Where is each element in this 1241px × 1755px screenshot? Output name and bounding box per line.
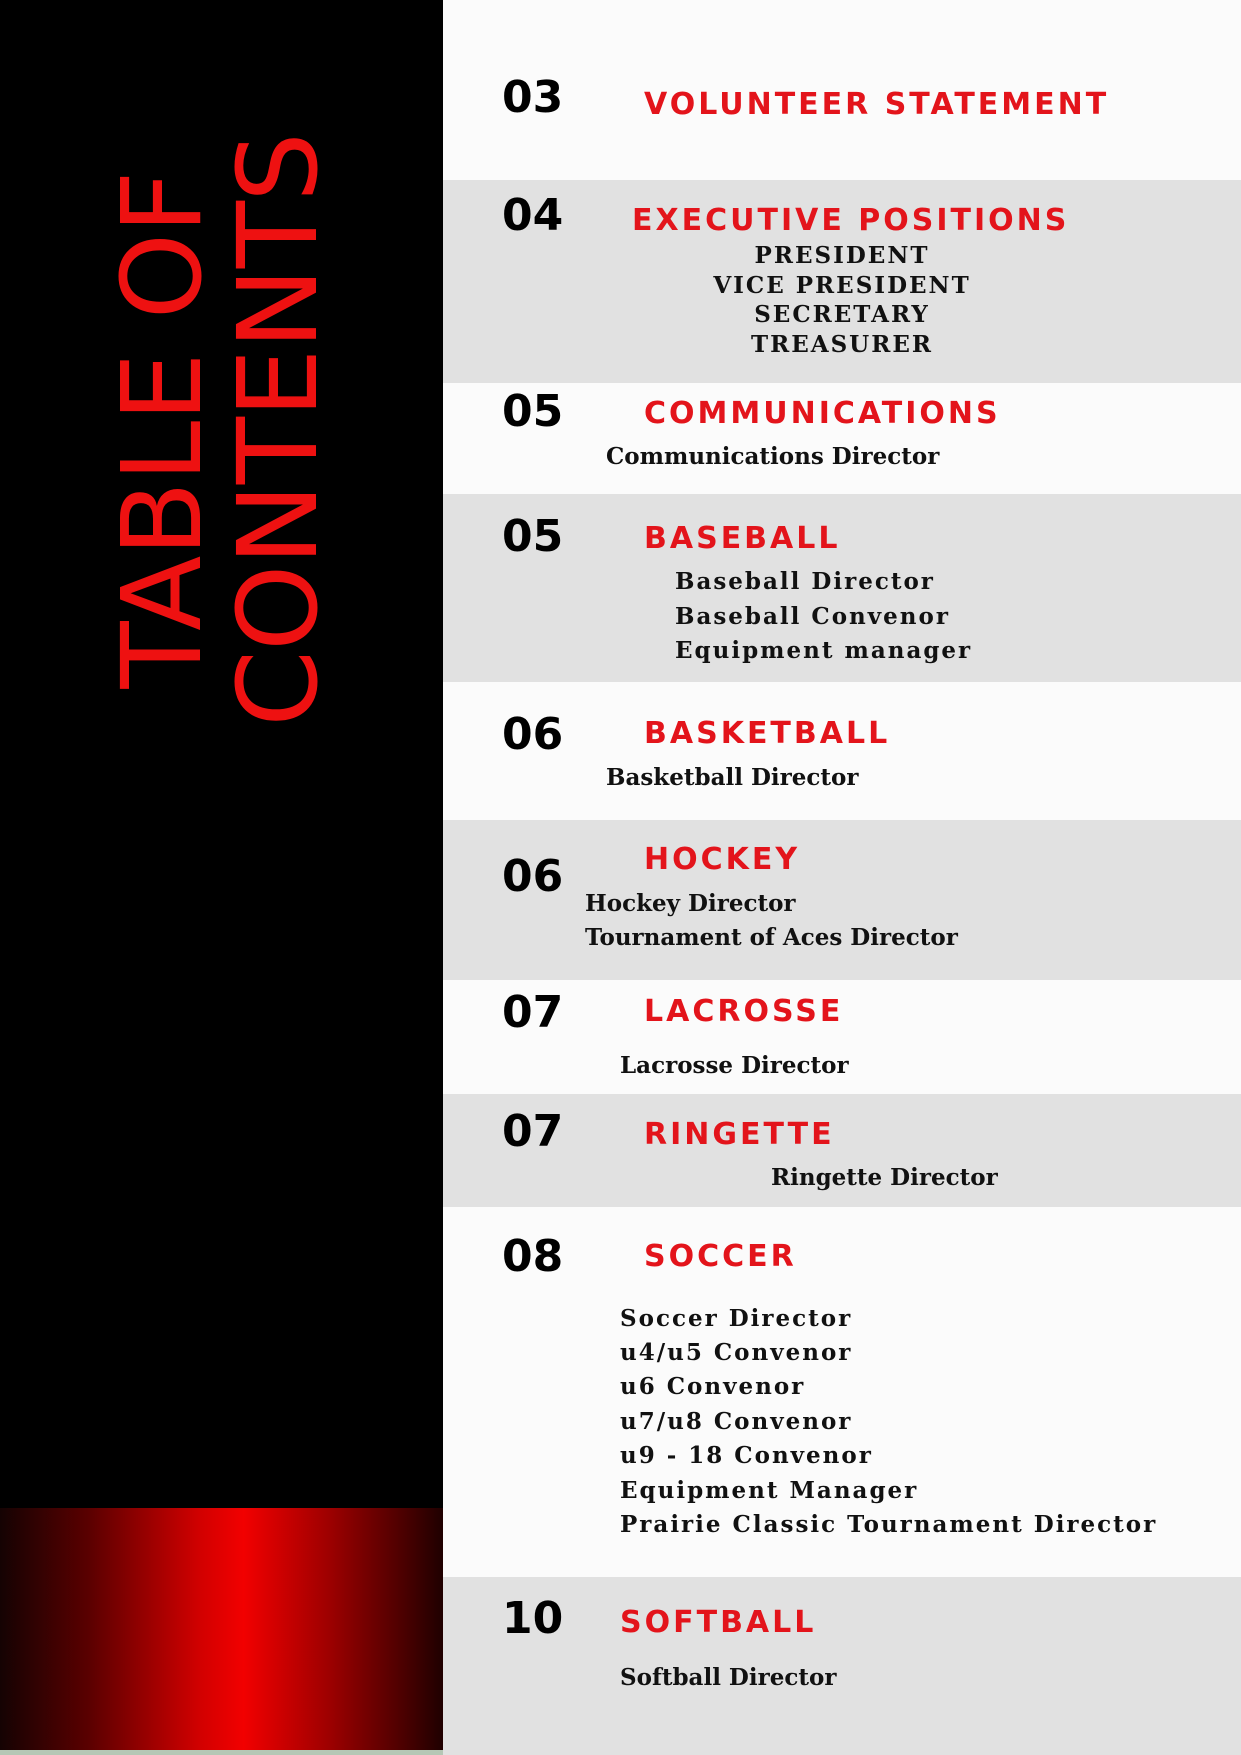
toc-subitem: Soccer Director [620, 1305, 853, 1332]
toc-subitem: Prairie Classic Tournament Director [620, 1511, 1158, 1538]
sidebar-red-gradient [0, 1508, 443, 1750]
toc-subitem: Baseball Director [675, 568, 935, 595]
toc-subitem: Lacrosse Director [620, 1052, 849, 1079]
toc-page-number: 05 [502, 511, 564, 562]
toc-heading[interactable]: SOCCER [644, 1239, 797, 1274]
sidebar-bottom-strip [0, 1750, 443, 1755]
toc-subitem: Hockey Director [585, 890, 796, 917]
toc-subitem: Ringette Director [771, 1164, 998, 1191]
toc-subitem: u9 - 18 Convenor [620, 1442, 873, 1469]
toc-subitem: Communications Director [606, 443, 940, 470]
toc-heading[interactable]: HOCKEY [644, 842, 801, 877]
toc-subitem: Equipment Manager [620, 1477, 919, 1504]
toc-heading[interactable]: VOLUNTEER STATEMENT [644, 87, 1110, 122]
toc-heading[interactable]: LACROSSE [644, 994, 844, 1029]
toc-page-number: 07 [502, 987, 564, 1038]
toc-subitem: VICE PRESIDENT [713, 272, 971, 299]
toc-subitem: u4/u5 Convenor [620, 1339, 853, 1366]
toc-page-number: 03 [502, 72, 564, 123]
toc-page-number: 06 [502, 851, 564, 902]
toc-subitem: Basketball Director [606, 764, 859, 791]
toc-heading[interactable]: SOFTBALL [620, 1605, 817, 1640]
toc-page-number: 06 [502, 709, 564, 760]
toc-subitem: Tournament of Aces Director [585, 924, 958, 951]
toc-heading[interactable]: RINGETTE [644, 1117, 835, 1152]
toc-heading[interactable]: COMMUNICATIONS [644, 396, 1001, 431]
toc-subitem: u6 Convenor [620, 1373, 806, 1400]
toc-page-number: 05 [502, 386, 564, 437]
toc-heading[interactable]: BASEBALL [644, 521, 841, 556]
toc-subitem: SECRETARY [754, 301, 930, 328]
toc-page-number: 07 [502, 1106, 564, 1157]
toc-heading[interactable]: EXECUTIVE POSITIONS [632, 203, 1070, 238]
toc-subitem: Equipment manager [675, 637, 973, 664]
toc-heading[interactable]: BASKETBALL [644, 716, 891, 751]
toc-subitem: u7/u8 Convenor [620, 1408, 853, 1435]
toc-page-number: 08 [502, 1231, 564, 1282]
toc-subitem: Softball Director [620, 1664, 837, 1691]
toc-subitem: Baseball Convenor [675, 603, 950, 630]
toc-page-number: 10 [502, 1593, 564, 1644]
page-title-line-1: TABLE OF [98, 171, 226, 689]
toc-subitem: TREASURER [750, 331, 934, 358]
toc-page-number: 04 [502, 190, 564, 241]
toc-subitem: PRESIDENT [754, 242, 930, 269]
page-title-line-2: CONTENTS [214, 133, 342, 727]
